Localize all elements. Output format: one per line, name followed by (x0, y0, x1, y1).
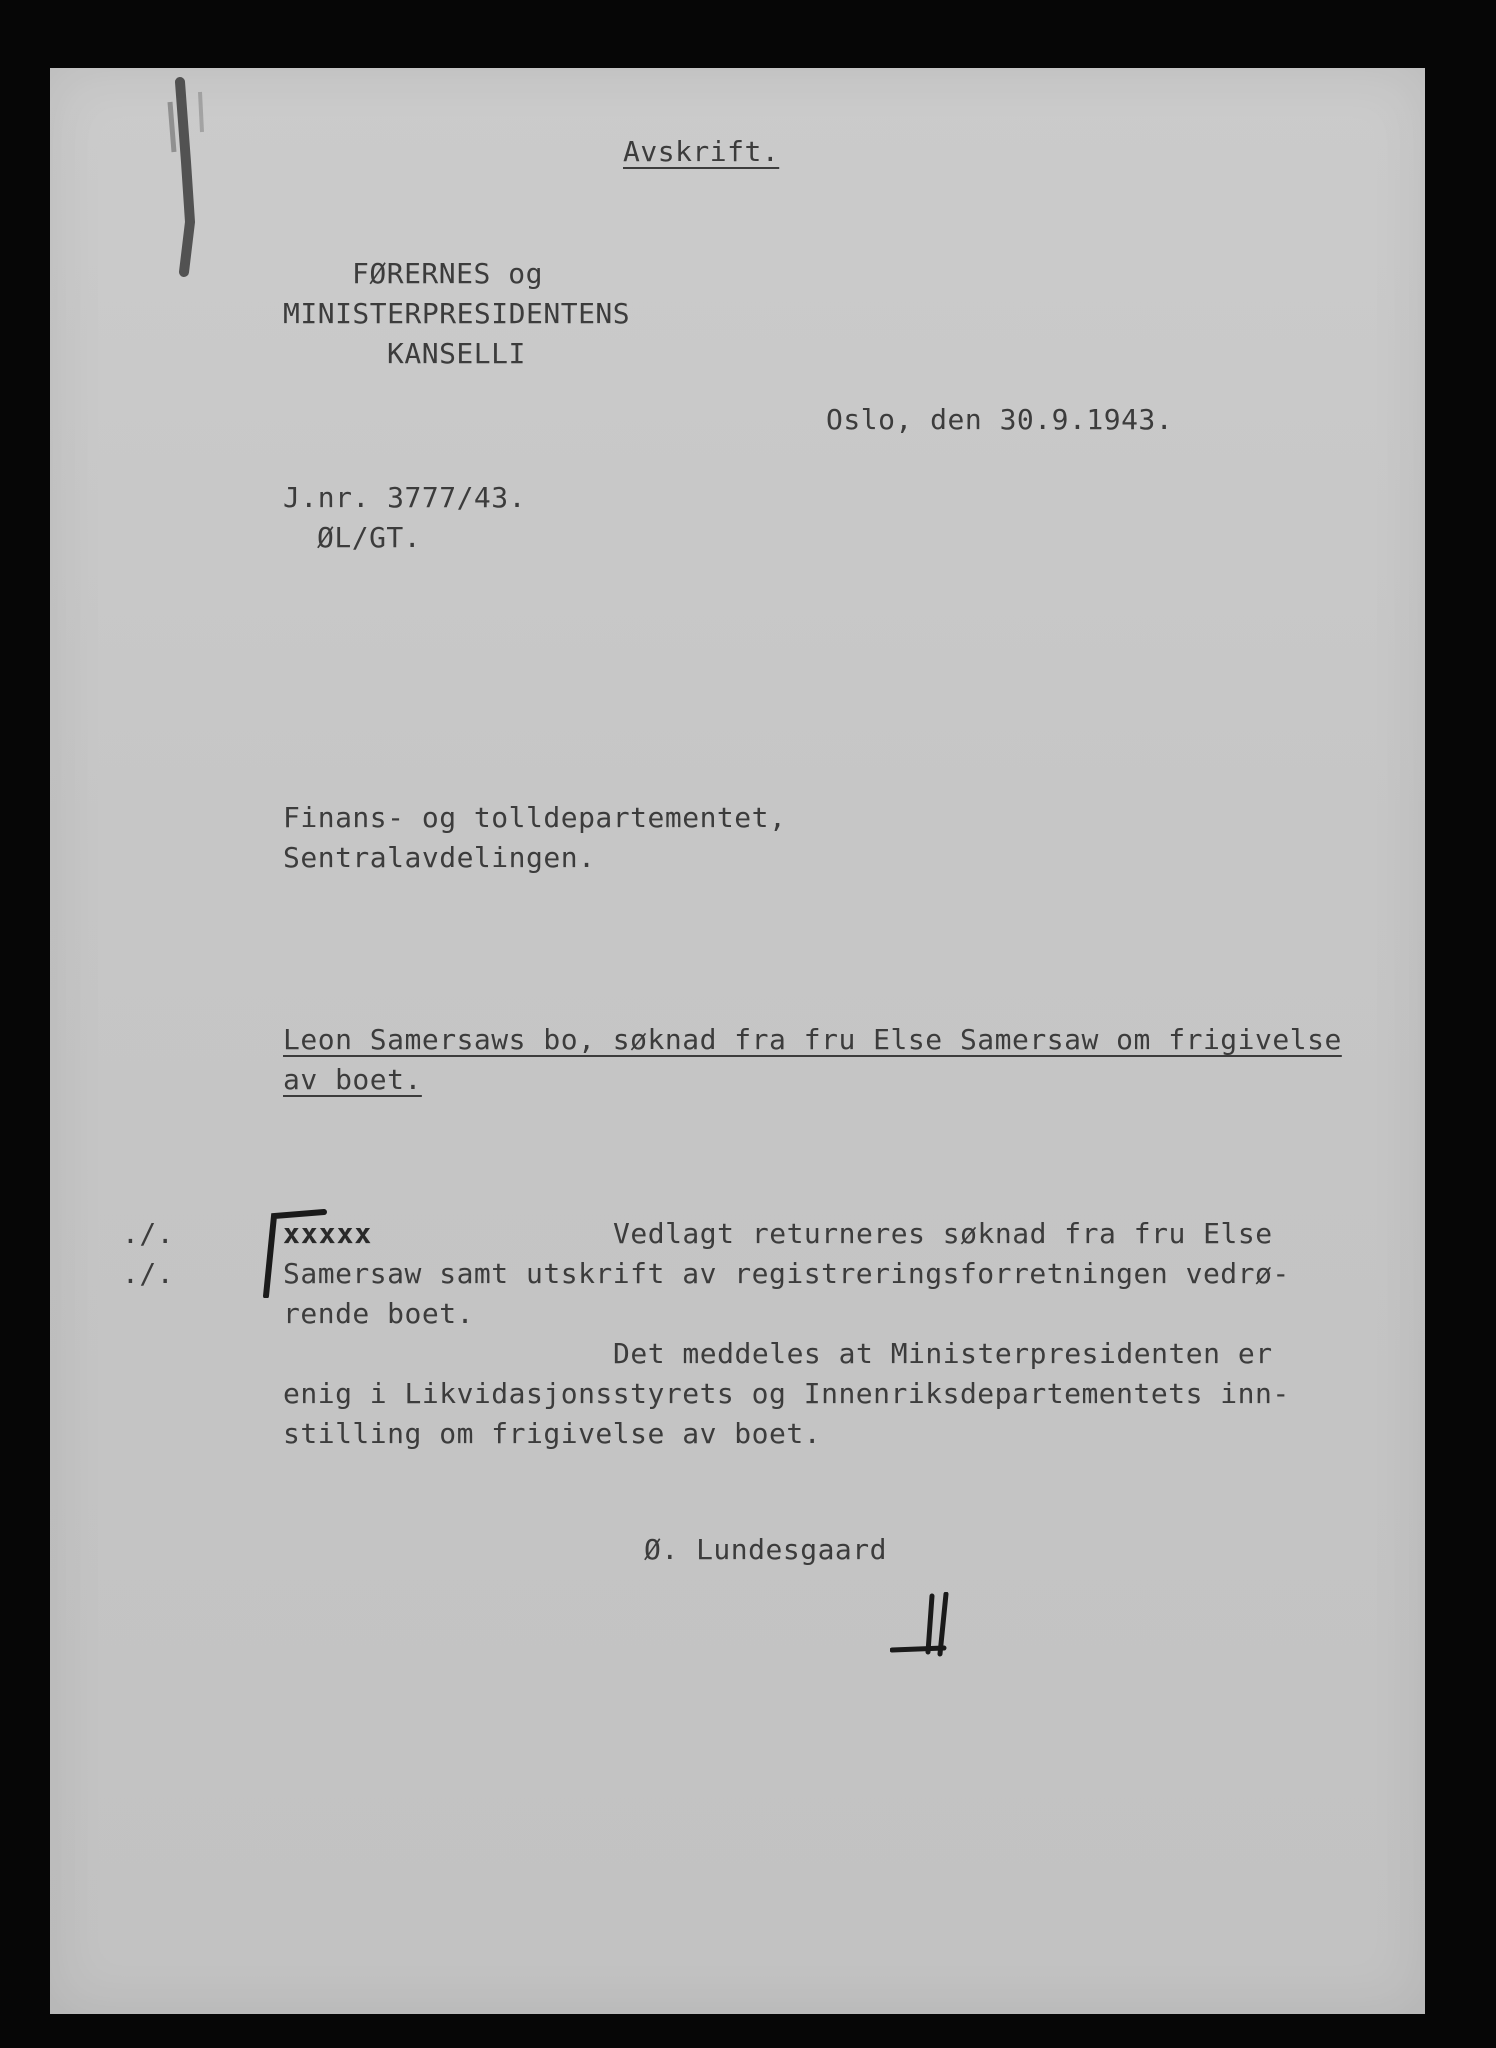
body-line-1: Vedlagt returneres søknad fra fru Else (613, 1217, 1273, 1250)
handwritten-checkmark (890, 1592, 990, 1662)
place-date: Oslo, den 30.9.1943. (826, 403, 1174, 436)
document-page (50, 68, 1425, 2014)
body-line-2: Samersaw samt utskrift av registreringsforretningen vedrø- (283, 1257, 1290, 1290)
document-heading: Avskrift. (623, 135, 780, 168)
sender-line-3: KANSELLI (387, 337, 526, 370)
subject-line-1: Leon Samersaws bo, søknad fra fru Else Samersaw om frigivelse (283, 1023, 1342, 1056)
sender-line-1: FØRERNES og (352, 257, 543, 290)
recipient-line-1: Finans- og tolldepartementet, (283, 801, 787, 834)
margin-mark-2: ./. (122, 1257, 175, 1290)
margin-mark-1: ./. (122, 1217, 175, 1250)
sender-line-2: MINISTERPRESIDENTENS (283, 297, 631, 330)
journal-number: J.nr. 3777/43. (283, 481, 527, 514)
signature-name: Ø. Lundesgaard (644, 1533, 888, 1566)
body-line-3: rende boet. (283, 1297, 474, 1330)
body-line-5: enig i Likvidasjonsstyrets og Innenriksdepartementets inn- (283, 1377, 1290, 1410)
subject-line-2: av boet. (283, 1063, 422, 1096)
body-line-6: stilling om frigivelse av boet. (283, 1417, 822, 1450)
reference-initials: ØL/GT. (317, 521, 422, 554)
recipient-line-2: Sentralavdelingen. (283, 841, 596, 874)
scan-artifact-mark (150, 72, 228, 282)
body-line-4: Det meddeles at Ministerpresidenten er (613, 1337, 1273, 1370)
struck-out-word: xxxxx (283, 1217, 373, 1250)
